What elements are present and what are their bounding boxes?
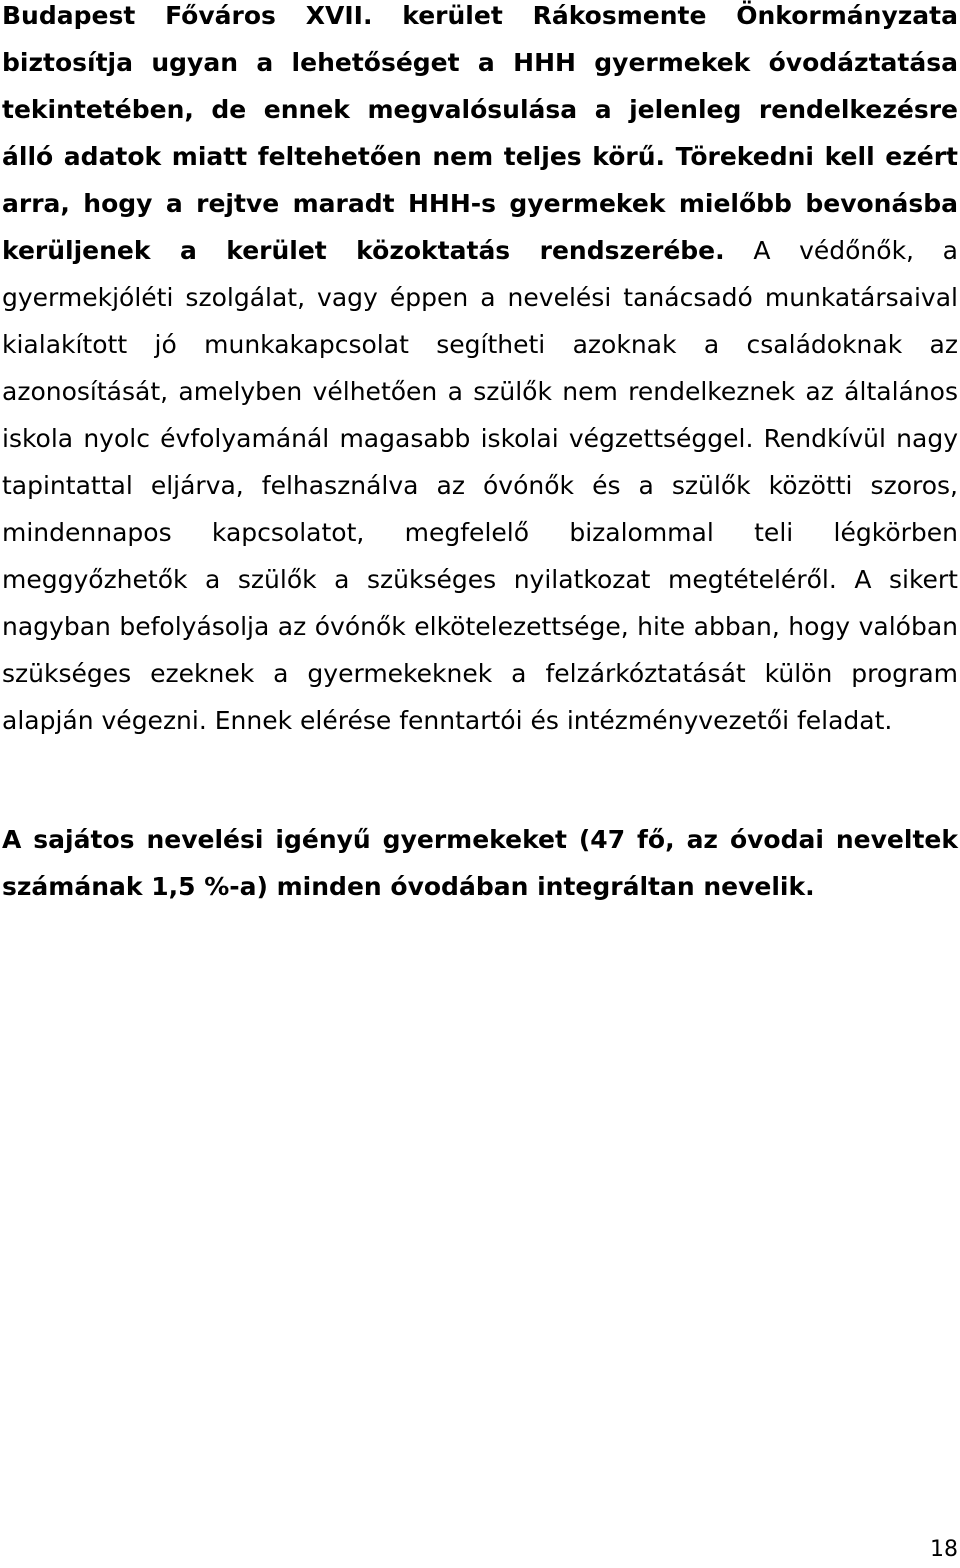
text-block-main (2, 0, 958, 744)
paragraph-hhh-children (2, 0, 958, 744)
bold-statement-hhh: Budapest Főváros XVII. kerület Rákosmente Önkormányzata biztosítja ugyan a lehetőséget a HHH gyermekek óvodáztatása tekintetében, de ennek megvalósulása a jelenleg rendelkezésre álló adatok miatt feltehetően nem teljes körű. Törekedni kell ezért arra, hogy a rejtve maradt HHH-s gyermekek mielőbb bevonásba kerüljenek a kerület közoktatás rendszerébe. (2, 1, 958, 265)
page-number: 18 (930, 1537, 958, 1562)
text-block-special-needs (2, 816, 958, 910)
paragraph-special-needs: A sajátos nevelési igényű gyermekeket (47 fő, az óvodai neveltek számának 1,5 %-a) minden óvodában integráltan nevelik. (2, 825, 958, 901)
body-text-cooperation: A védőnők, a gyermekjóléti szolgálat, vagy éppen a nevelési tanácsadó munkatársaival kialakított jó munkakapcsolat segítheti azoknak a családoknak az azonosítását, amelyben vélhetően a szülők nem rendelkeznek az általános iskola nyolc évfolyamánál magasabb iskolai végzettséggel. Rendkívül nagy tapintattal eljárva, felhasználva az óvónők és a szülők közötti szoros, mindennapos kapcsolatot, megfelelő bizalommal teli légkörben meggyőzhetők a szülők a szükséges nyilatkozat megtételéről. A sikert nagyban befolyásolja az óvónők elkötelezettsége, hite abban, hogy valóban szükséges ezeknek a gyermekeknek a felzárkóztatását külön program alapján végezni. Ennek elérése fenntartói és intézményvezetői feladat. (2, 236, 958, 735)
